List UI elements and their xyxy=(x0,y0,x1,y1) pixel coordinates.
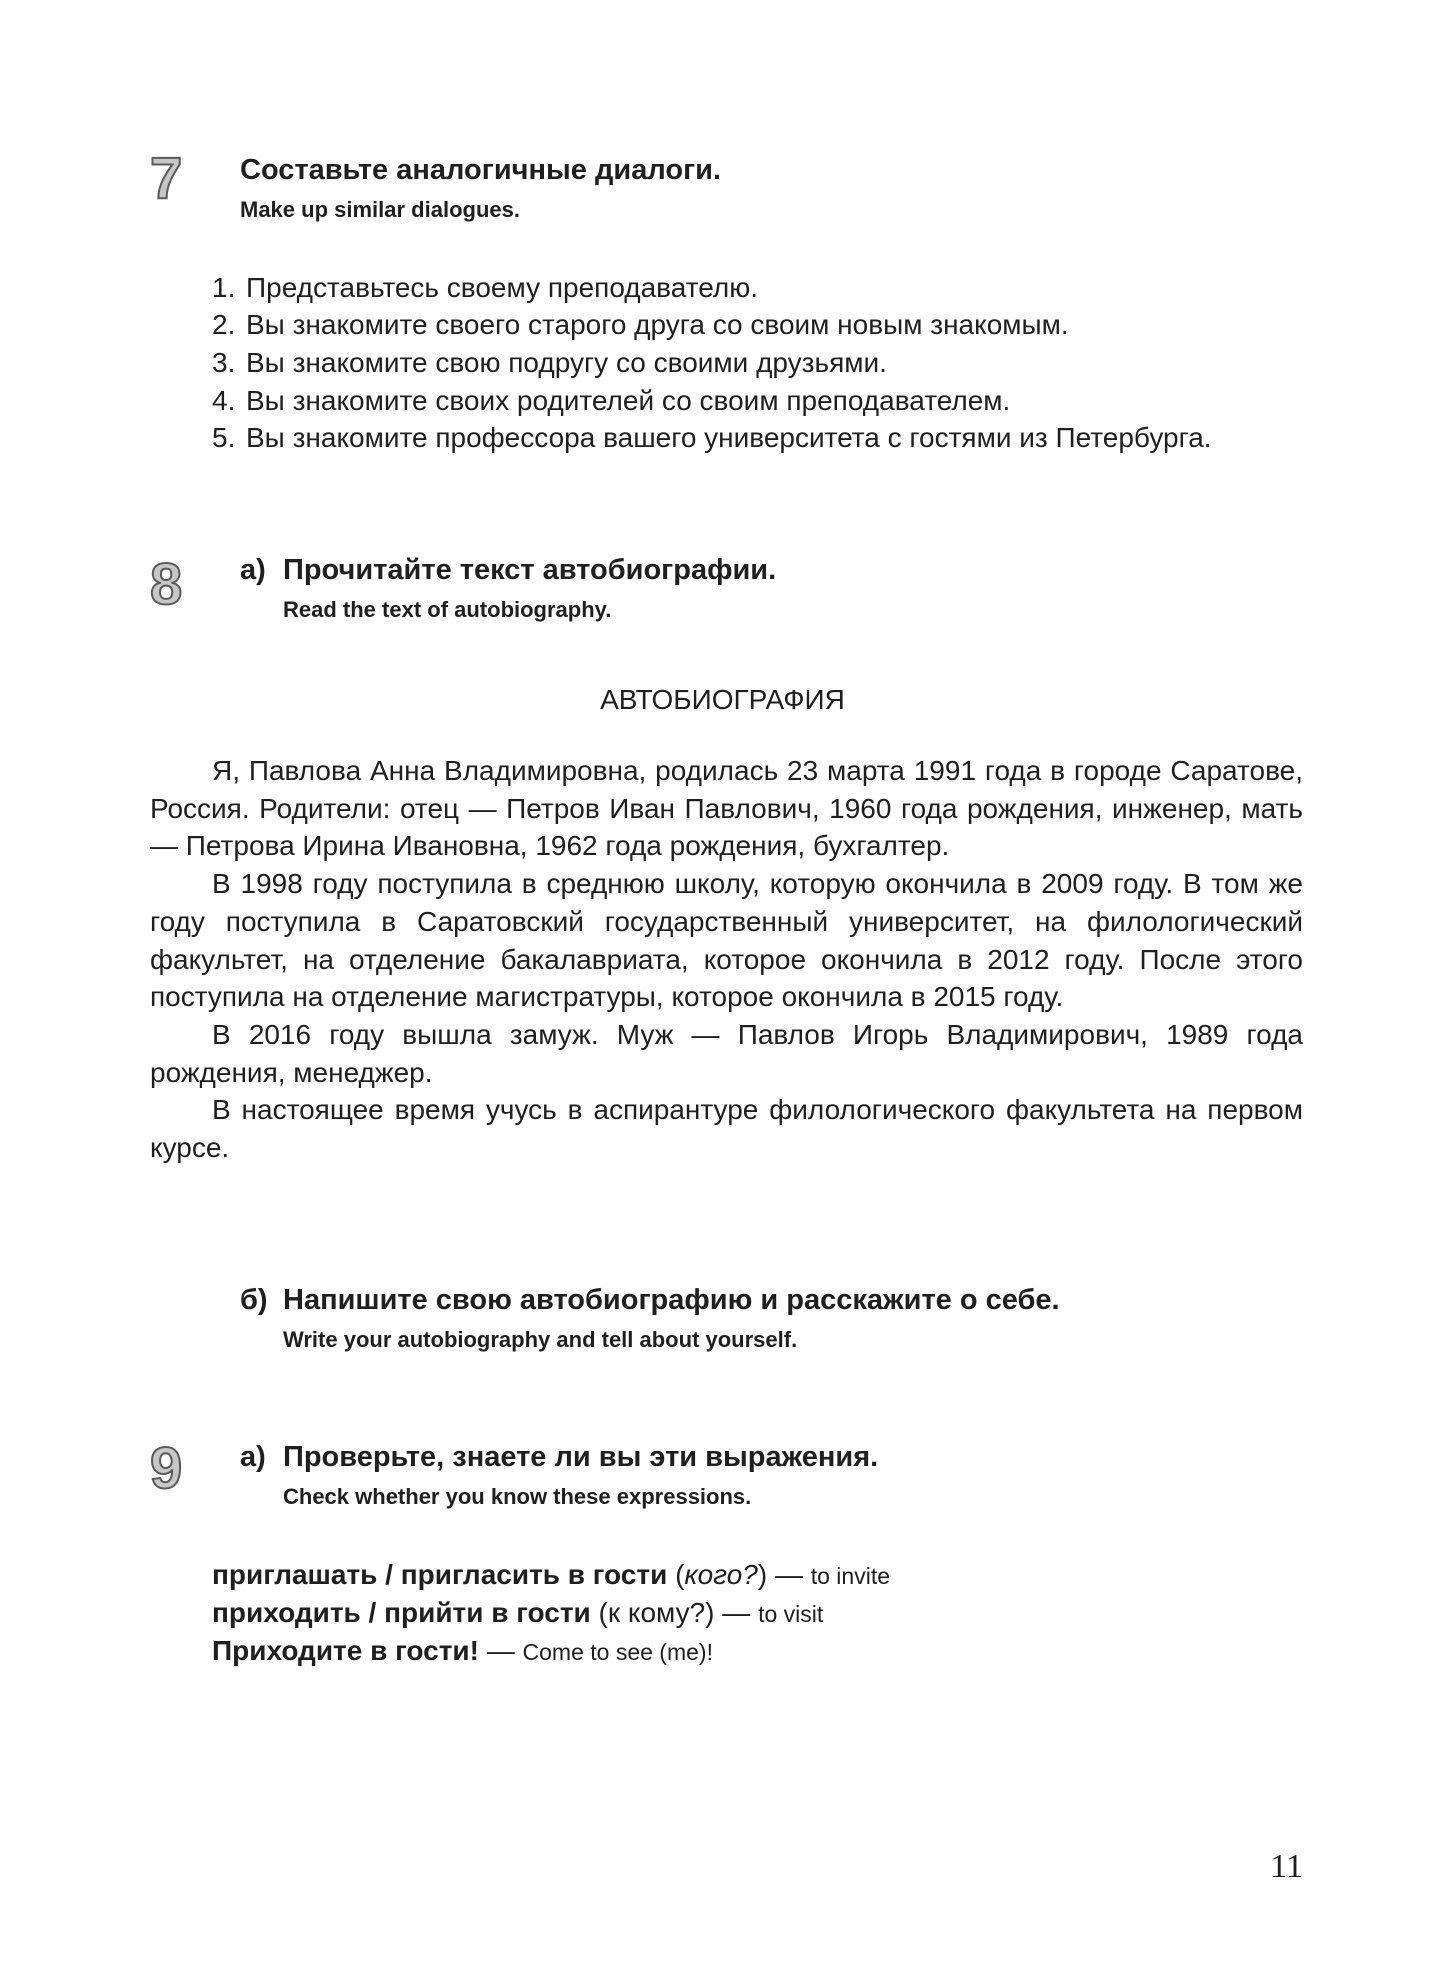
list-item: 2. Вы знакомите своего старого друга со своим новым знакомым. xyxy=(212,309,1069,340)
exercise-9-letter-a: а) xyxy=(240,1441,266,1473)
paragraph: Я, Павлова Анна Владимировна, родилась 23 марта 1991 года в городе Саратове, Россия. Родители: отец — Петров Иван Павлович, 1960 года рождения, инженер, мать — Петрова Ирина Ивановна, 1962 года рождения, бухгалтер. xyxy=(150,755,1303,862)
autobiography-heading: АВТОБИОГРАФИЯ xyxy=(600,684,845,715)
exercise-7-title-en: Make up similar dialogues. xyxy=(240,197,520,222)
exercise-8-letter-b: б) xyxy=(240,1284,268,1316)
exercise-8b-title-ru: Напишите свою автобиографию и расскажите о себе. xyxy=(283,1284,1060,1316)
autobiography-text xyxy=(150,752,1303,1167)
expression-line: приходить / прийти в гости (к кому?) — to visit xyxy=(212,1597,824,1628)
list-item: 4. Вы знакомите своих родителей со своим преподавателем. xyxy=(212,385,1011,416)
list-item: 5. Вы знакомите профессора вашего университета с гостями из Петербурга. xyxy=(212,422,1212,453)
exercise-9a-title-ru: Проверьте, знаете ли вы эти выражения. xyxy=(283,1441,879,1473)
exercise-number-9: 9 xyxy=(150,1436,183,1501)
exercise-9a-title-en: Check whether you know these expressions. xyxy=(283,1484,752,1509)
paragraph: В настоящее время учусь в аспирантуре филологического факультета на первом курсе. xyxy=(150,1094,1303,1164)
expression-line: Приходите в гости! — Come to see (me)! xyxy=(212,1635,713,1666)
exercise-7-title-ru: Составьте аналогичные диалоги. xyxy=(240,154,722,186)
expression-line: приглашать / пригласить в гости (кого?) — to invite xyxy=(212,1559,890,1590)
exercise-8-letter-a: а) xyxy=(240,554,266,586)
paragraph: В 1998 году поступила в среднюю школу, которую окончила в 2009 году. В том же году поступила в Саратовский государственный университет, на филологический факультет, на отделение бакалавриата, которое окончила в 2012 году. После этого поступила на отделение магистратуры, которое окончила в 2015 году. xyxy=(150,868,1303,1013)
list-item: 3. Вы знакомите свою подругу со своими друзьями. xyxy=(212,347,887,378)
exercise-8a-title-ru: Прочитайте текст автобиографии. xyxy=(283,554,777,586)
exercise-8b-title-en: Write your autobiography and tell about yourself. xyxy=(283,1327,798,1352)
exercise-number-8: 8 xyxy=(150,552,183,617)
page-number: 11 xyxy=(1270,1848,1303,1885)
exercise-number-7: 7 xyxy=(150,146,183,211)
exercise-8a-title-en: Read the text of autobiography. xyxy=(283,597,612,622)
paragraph: В 2016 году вышла замуж. Муж — Павлов Игорь Владимирович, 1989 года рождения, менеджер. xyxy=(150,1018,1303,1088)
list-item: 1. Представьтесь своему преподавателю. xyxy=(212,272,758,303)
